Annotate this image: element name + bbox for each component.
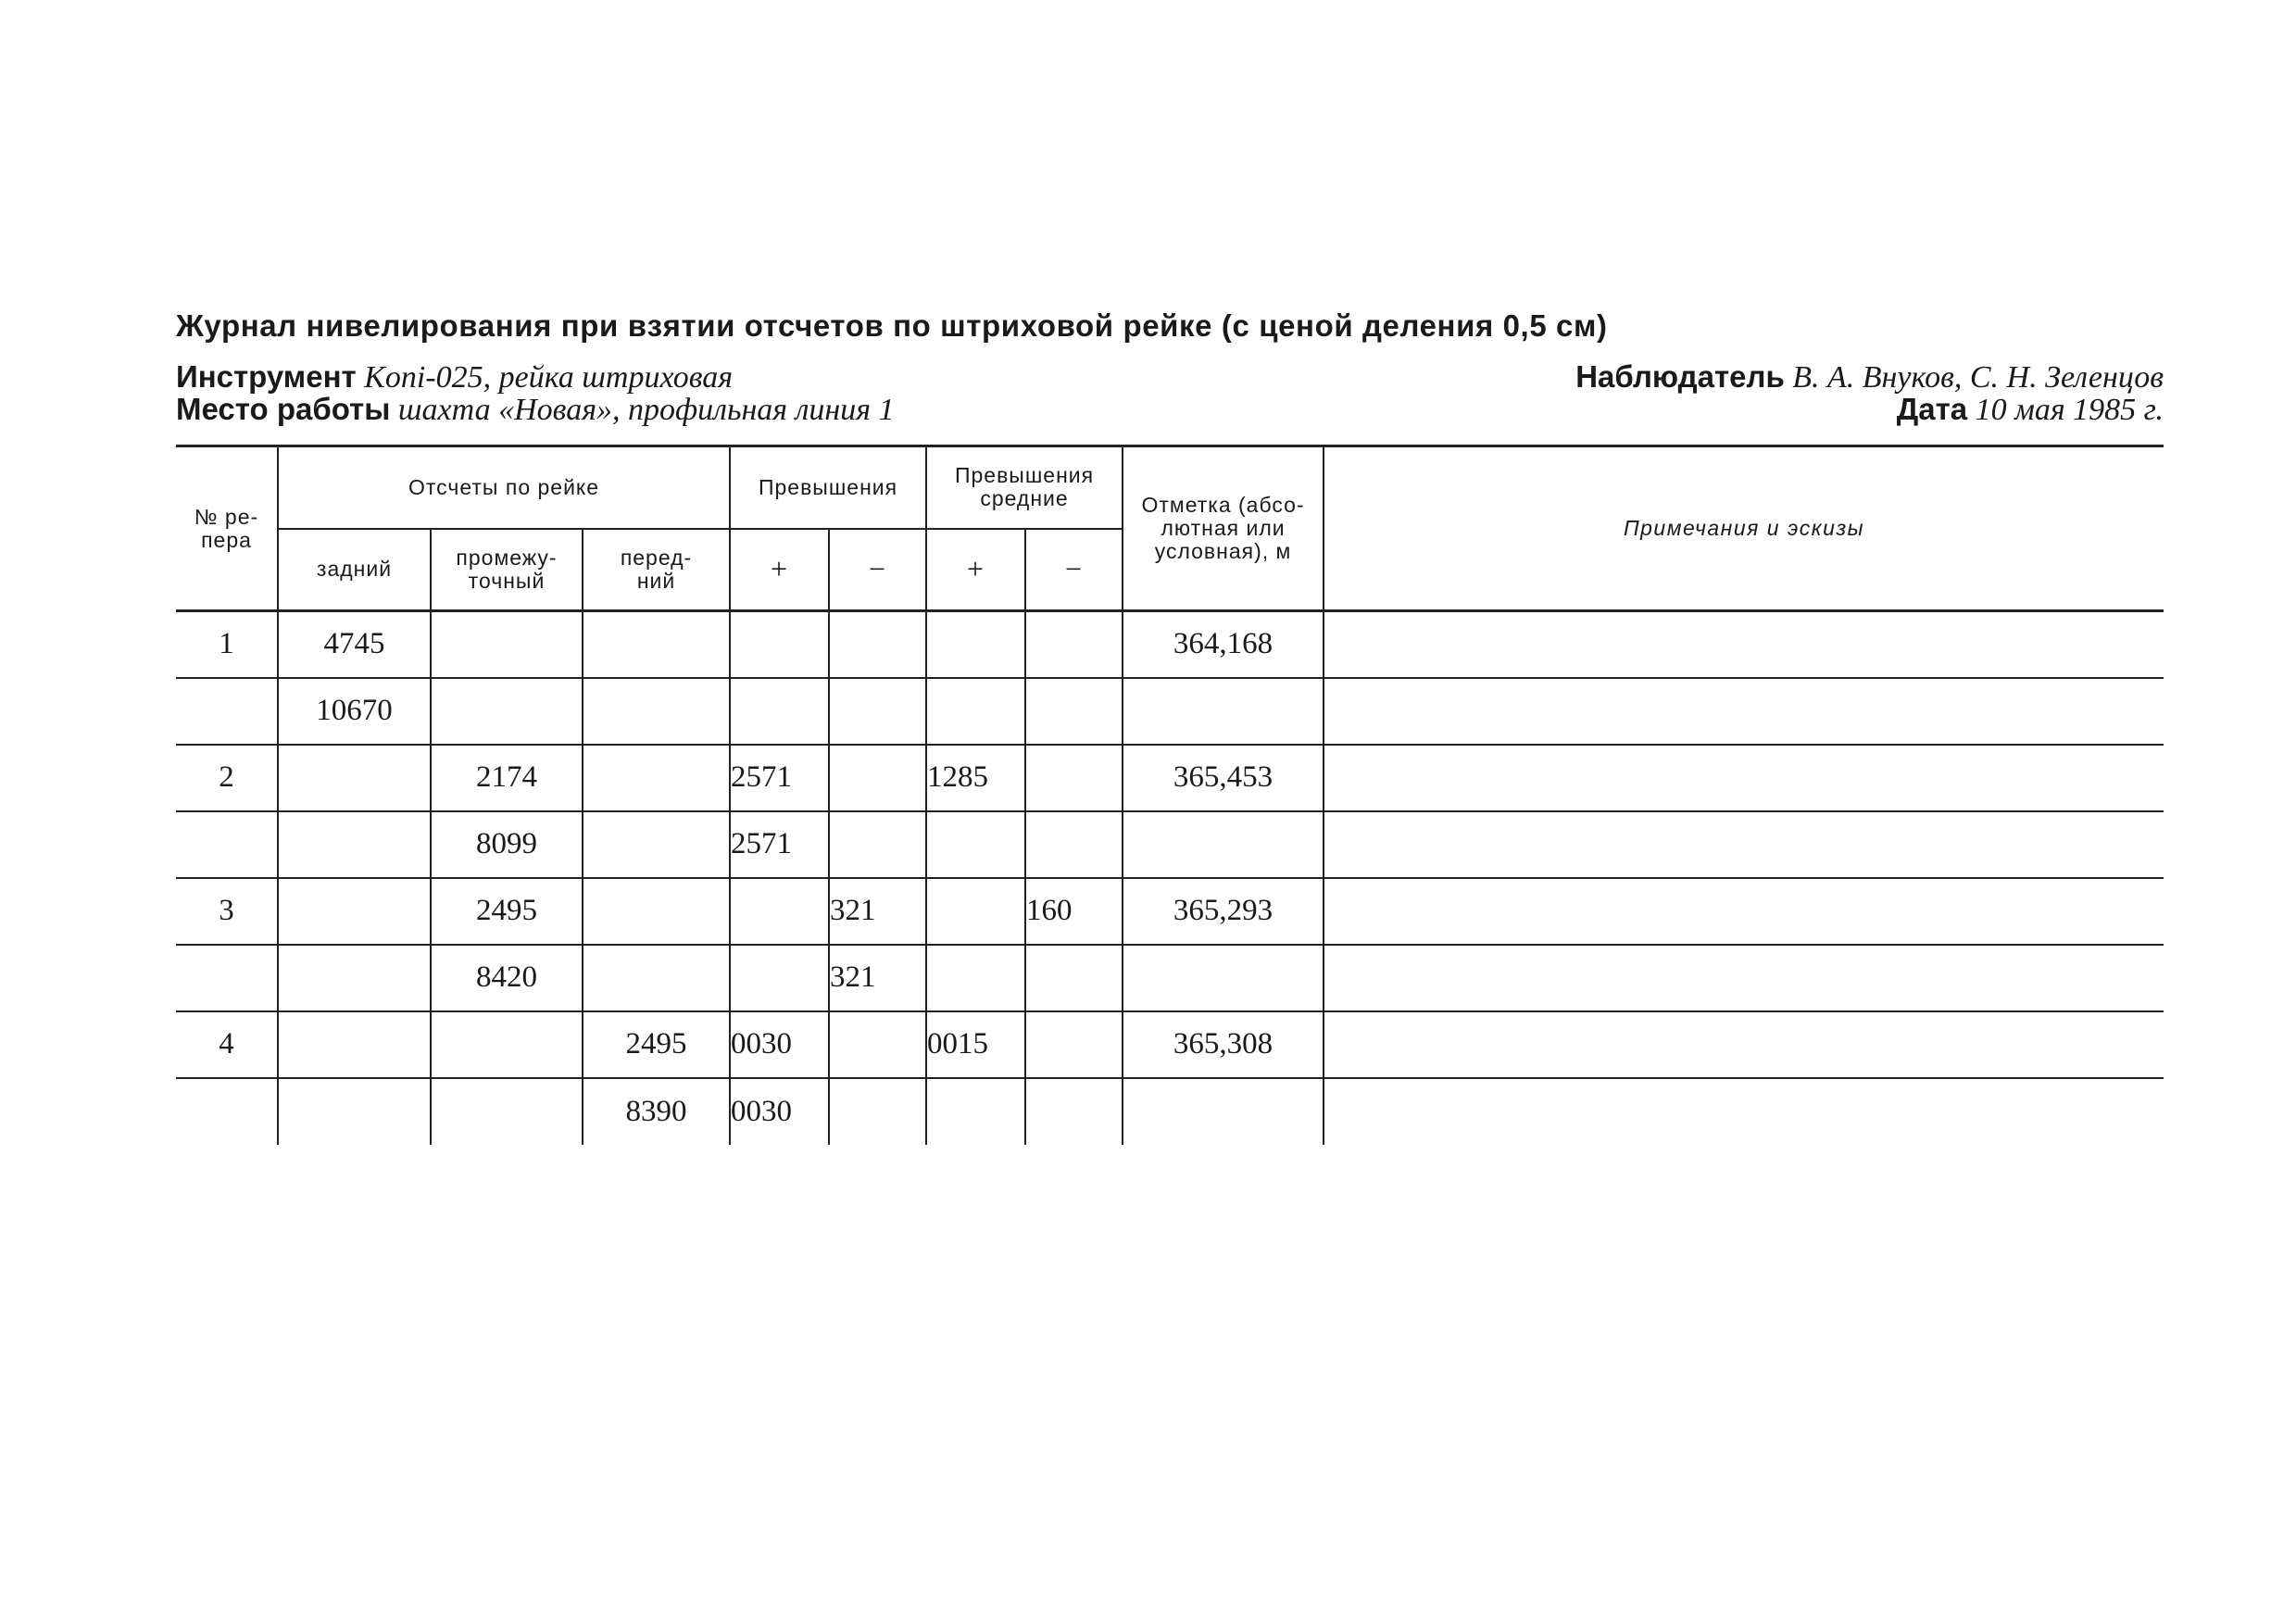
cell-elev-minus [829,745,926,811]
header-benchmark: № ре-пера [176,446,278,611]
cell-intermediate [431,678,583,745]
cell-front [583,945,730,1011]
cell-intermediate [431,611,583,678]
cell-intermediate: 8420 [431,945,583,1011]
cell-elev-minus [829,811,926,878]
cell-front [583,611,730,678]
cell-avg-plus [926,811,1025,878]
cell-mark: 365,293 [1123,878,1324,945]
cell-mark: 365,453 [1123,745,1324,811]
cell-front [583,678,730,745]
cell-mark [1123,678,1324,745]
cell-mark [1123,1078,1324,1145]
header-mark: Отметка (абсо-лютная или условная), м [1123,446,1324,611]
cell-avg-minus [1025,1078,1123,1145]
cell-avg-plus [926,678,1025,745]
cell-avg-minus [1025,745,1123,811]
cell-back [278,811,431,878]
cell-front [583,878,730,945]
table-row [176,745,2164,811]
cell-benchmark [176,678,278,745]
place-line [176,392,895,428]
cell-elev-minus: 321 [829,878,926,945]
cell-back [278,745,431,811]
leveling-journal-table [176,445,2164,1145]
observer-line [1575,359,2164,395]
place-value: шахта «Новая», профильная линия 1 [397,393,895,427]
header-avg-minus: − [1025,529,1123,611]
cell-intermediate [431,1078,583,1145]
header-elevation-minus: − [829,529,926,611]
cell-avg-minus [1025,678,1123,745]
document-title: Журнал нивелирования при взятии отсчетов по штриховой рейке (с ценой деления 0,5 см) [176,308,1608,343]
cell-avg-plus [926,945,1025,1011]
header-elevations: Превышения [730,446,926,529]
cell-notes [1324,945,2164,1011]
observer-value: В. А. Внуков, С. Н. Зеленцов [1792,360,2164,395]
place-label: Место работы [176,392,391,426]
cell-mark: 364,168 [1123,611,1324,678]
cell-front: 2495 [583,1011,730,1078]
observer-label: Наблюдатель [1575,359,1785,394]
table-row [176,878,2164,945]
table-row [176,811,2164,878]
cell-benchmark [176,811,278,878]
cell-avg-plus: 1285 [926,745,1025,811]
cell-elev-plus [730,878,829,945]
table-row [176,611,2164,678]
cell-notes [1324,745,2164,811]
table-row [176,1078,2164,1145]
cell-elev-minus: 321 [829,945,926,1011]
cell-avg-minus [1025,945,1123,1011]
cell-avg-plus: 0015 [926,1011,1025,1078]
date-line [1897,392,2164,428]
cell-elev-minus [829,1011,926,1078]
cell-elev-plus: 2571 [730,745,829,811]
cell-notes [1324,1011,2164,1078]
cell-front [583,745,730,811]
header-back: задний [278,529,431,611]
cell-avg-minus [1025,611,1123,678]
header-elevation-plus: + [730,529,829,611]
cell-benchmark [176,945,278,1011]
instrument-line [176,359,733,395]
cell-avg-plus [926,1078,1025,1145]
cell-avg-minus: 160 [1025,878,1123,945]
cell-back: 10670 [278,678,431,745]
cell-elev-minus [829,678,926,745]
cell-notes [1324,1078,2164,1145]
cell-back: 4745 [278,611,431,678]
cell-avg-plus [926,611,1025,678]
table-row [176,678,2164,745]
cell-intermediate: 2495 [431,878,583,945]
cell-elev-minus [829,1078,926,1145]
cell-elev-plus: 0030 [730,1078,829,1145]
cell-benchmark: 1 [176,611,278,678]
cell-benchmark: 2 [176,745,278,811]
cell-elev-plus [730,611,829,678]
cell-benchmark [176,1078,278,1145]
cell-elev-minus [829,611,926,678]
cell-mark [1123,811,1324,878]
cell-intermediate [431,1011,583,1078]
cell-elev-plus: 0030 [730,1011,829,1078]
header-elevations-avg: Превышения средние [926,446,1123,529]
cell-intermediate: 2174 [431,745,583,811]
cell-intermediate: 8099 [431,811,583,878]
date-value: 10 мая 1985 г. [1975,393,2164,427]
date-label: Дата [1896,392,1968,426]
header-front: перед-ний [583,529,730,611]
cell-elev-plus: 2571 [730,811,829,878]
cell-front: 8390 [583,1078,730,1145]
table-row [176,1011,2164,1078]
cell-avg-minus [1025,811,1123,878]
cell-front [583,811,730,878]
cell-notes [1324,611,2164,678]
cell-back [278,1011,431,1078]
cell-notes [1324,678,2164,745]
cell-avg-plus [926,878,1025,945]
cell-mark: 365,308 [1123,1011,1324,1078]
cell-benchmark: 4 [176,1011,278,1078]
cell-avg-minus [1025,1011,1123,1078]
cell-notes [1324,811,2164,878]
cell-back [278,945,431,1011]
instrument-label: Инструмент [176,359,357,394]
instrument-value: Koni-025, рейка штриховая [364,360,734,395]
cell-back [278,1078,431,1145]
cell-mark [1123,945,1324,1011]
header-intermediate: промежу-точный [431,529,583,611]
table-row [176,945,2164,1011]
cell-elev-plus [730,945,829,1011]
cell-benchmark: 3 [176,878,278,945]
header-readings: Отсчеты по рейке [278,446,730,529]
cell-notes [1324,878,2164,945]
cell-back [278,878,431,945]
header-avg-plus: + [926,529,1025,611]
cell-elev-plus [730,678,829,745]
header-notes: Примечания и эскизы [1324,446,2164,611]
